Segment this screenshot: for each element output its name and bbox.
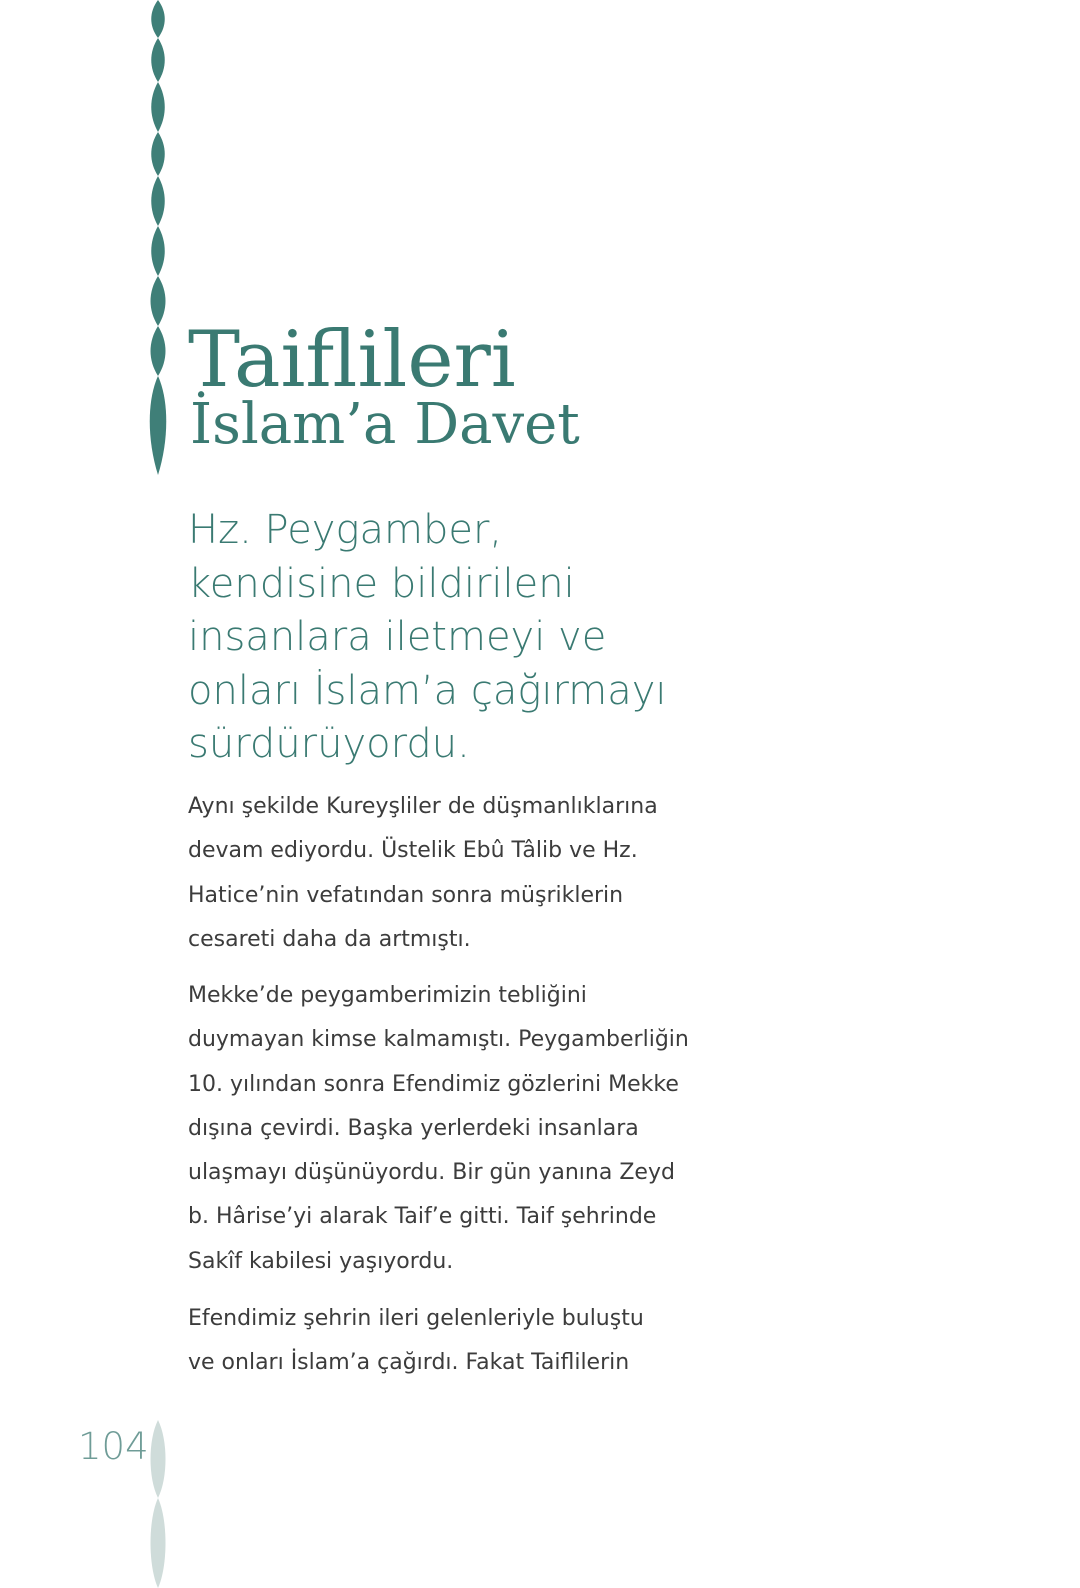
lead-paragraph: [188, 504, 688, 772]
lead-line: onları İslam’a çağırmayı: [188, 667, 667, 714]
body-paragraph-3: [188, 1297, 688, 1386]
text-line: b. Hârise’yi alarak Taif’e gitti. Taif şehrinde: [188, 1204, 657, 1230]
text-line: 10. yılından sonra Efendimiz gözlerini Mekke: [188, 1071, 679, 1097]
lead-line: sürdürüyordu.: [188, 721, 470, 767]
text-line: ve onları İslam’a çağırdı. Fakat Taiflilerin: [188, 1350, 630, 1376]
lead-line: Hz. Peygamber,: [188, 507, 503, 553]
text-line: Mekke’de peygamberimizin tebliğini: [188, 983, 587, 1008]
text-line: ulaşmayı düşünüyordu. Bir gün yanına Zeyd: [188, 1160, 675, 1186]
text-line: Sakîf kabilesi yaşıyordu.: [188, 1248, 454, 1274]
lead-line: kendisine bildirileni: [188, 560, 575, 607]
page-number: 104: [78, 1425, 149, 1468]
bead-ornament-top: [140, 0, 176, 475]
page-subtitle: İslam’a Davet: [190, 392, 580, 457]
text-line: devam ediyordu. Üstelik Ebû Tâlib ve Hz.: [188, 838, 638, 864]
text-line: dışına çevirdi. Başka yerlerdeki insanlara: [188, 1115, 639, 1141]
body-paragraph-2: [188, 974, 688, 1284]
text-line: duymayan kimse kalmamıştı. Peygamberliğin: [188, 1027, 689, 1053]
text-line: Efendimiz şehrin ileri gelenleriyle buluştu: [188, 1306, 644, 1331]
body-paragraph-1: [188, 785, 688, 962]
text-line: cesareti daha da artmıştı.: [188, 926, 471, 952]
page-title: Taiflileri: [188, 315, 516, 405]
text-line: Aynı şekilde Kureyşliler de düşmanlıklarına: [188, 794, 658, 819]
lead-line: insanlara iletmeyi ve: [188, 614, 607, 660]
text-line: Hatice’nin vefatından sonra müşriklerin: [188, 882, 624, 908]
